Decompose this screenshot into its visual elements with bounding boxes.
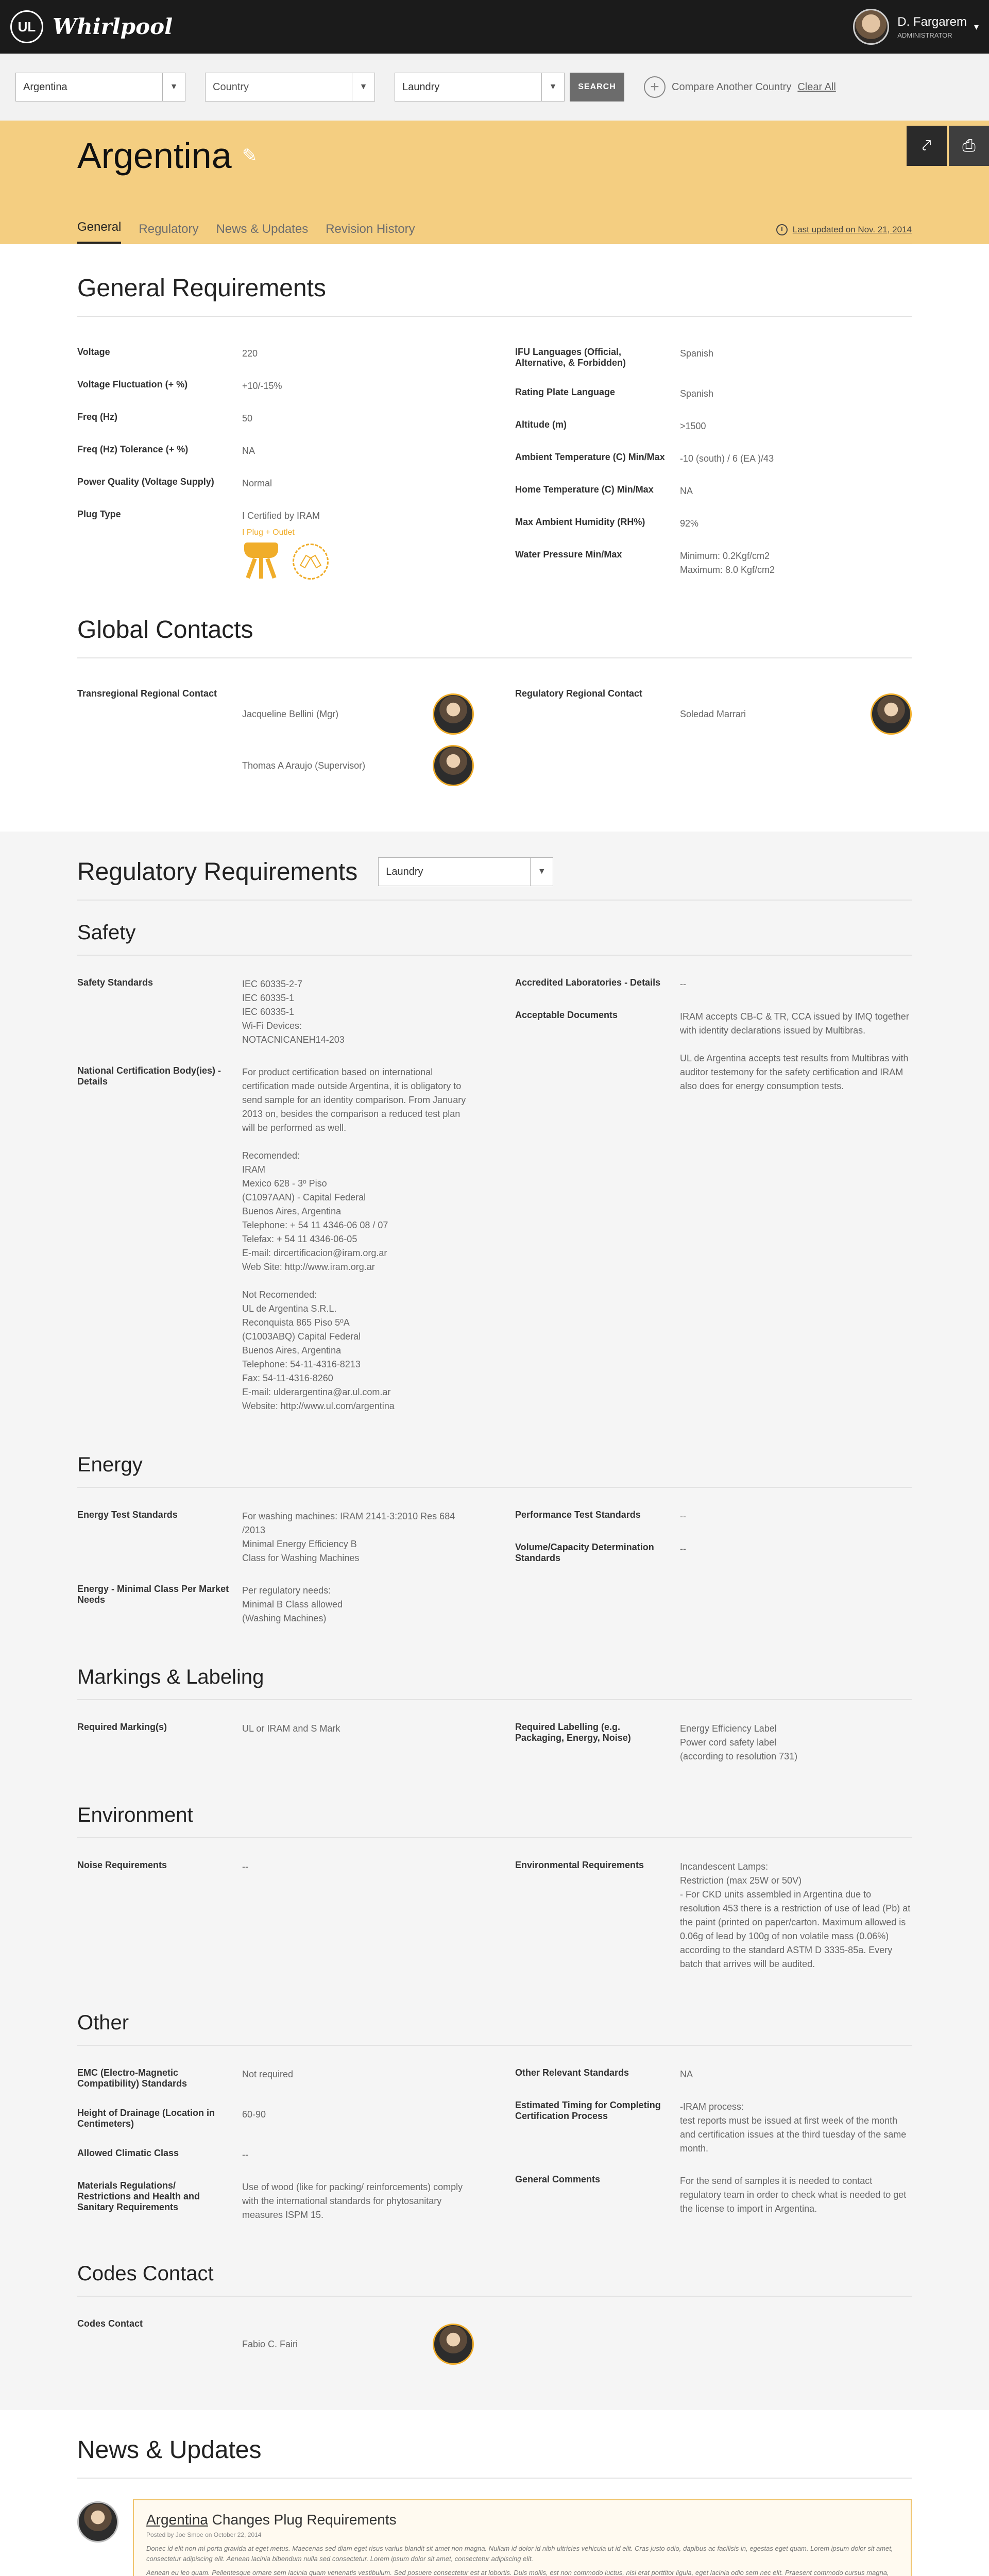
kv-row [77, 1851, 474, 1883]
country-select[interactable] [15, 73, 185, 101]
kv-label: Plug Type [77, 509, 121, 519]
kv-label: Safety Standards [77, 977, 154, 988]
kv-row [77, 1574, 474, 1635]
kv-value: IRAM accepts CB-C & TR, CCA issued by IMQ together with identity declarations issued by Multibras. UL de Argentina accepts test results from Multibras with auditor testemony for the safety certification and IRAM also does for energy consumption tests. [680, 1011, 909, 1091]
kv-label: Required Marking(s) [77, 1722, 167, 1732]
kv-row [77, 467, 474, 500]
section-title: Global Contacts [77, 616, 253, 643]
chevron-down-icon[interactable]: ▼ [352, 73, 374, 101]
news-text: Donec id elit non mi porta gravida at eget metus. Maecenas sed diam eget risus varius blandit sit amet non magna. Nullam id dolor id nibh ultricies vehicula ut id elit. Cras justo odio, dapibus ac facilisis in, egestas eget quam. Lorem ipsum dolor sit amet, consectetur adipiscing elit. Aenean lacinia bibendum nulla sed consectetur. Lorem ipsum dolor sit amet, consectetur adipiscing elit. [146, 2545, 893, 2563]
kv-row [77, 1500, 474, 1574]
divider [77, 2045, 912, 2046]
kv-value: -IRAM process: test reports must be issued at first week of the month and certification issues at the third tuesday of the same month. [680, 2102, 907, 2154]
kv-label: Environmental Requirements [515, 1860, 644, 1870]
last-updated[interactable] [776, 224, 912, 244]
compare-another-country[interactable] [644, 76, 836, 98]
outlet-icon [293, 544, 329, 580]
kv-value: IEC 60335-2-7 IEC 60335-1 IEC 60335-1 Wi-Fi Devices: NOTACNICANEH14-203 [242, 979, 345, 1045]
kv-row [515, 2058, 912, 2091]
section-title: Regulatory Requirements [77, 858, 358, 886]
contact-name[interactable]: Thomas A Araujo (Supervisor) [242, 760, 366, 771]
country-compare-select[interactable] [205, 73, 375, 101]
tab-revision-history[interactable]: Revision History [326, 222, 415, 236]
kv-label: Freq (Hz) [77, 412, 117, 422]
kv-label: Energy Test Standards [77, 1510, 178, 1520]
news-item[interactable] [77, 2499, 912, 2576]
kv-value: -- [680, 1511, 686, 1521]
kv-value: Energy Efficiency Label Power cord safety label (according to resolution 731) [680, 1723, 798, 1761]
news-updates [0, 2410, 989, 2576]
divider [77, 1487, 912, 1488]
kv-label: Acceptable Documents [515, 1010, 618, 1020]
kv-label: Accredited Laboratories - Details [515, 977, 661, 988]
section-title: News & Updates [77, 2436, 262, 2464]
kv-label: Transregional Regional Contact [77, 688, 217, 699]
kv-value: Minimum: 0.2Kgf/cm2 Maximum: 8.0 Kgf/cm2 [680, 551, 775, 575]
contact-person[interactable] [242, 2318, 474, 2370]
kv-row [515, 1001, 912, 1103]
kv-label: Home Temperature (C) Min/Max [515, 484, 654, 495]
search-button[interactable]: SEARCH [570, 73, 624, 101]
kv-row [515, 337, 912, 378]
kv-label: Water Pressure Min/Max [515, 549, 622, 560]
kv-label: Regulatory Regional Contact [515, 688, 643, 699]
kv-value: UL or IRAM and S Mark [242, 1723, 340, 1734]
kv-row [77, 2139, 474, 2171]
kv-value: For washing machines: IRAM 2141-3:2010 Res 684 /2013 Minimal Energy Efficiency B Class for Washing Machines [242, 1511, 455, 1563]
plug-shape-label: I Plug + Outlet [242, 528, 295, 537]
divider [77, 657, 912, 658]
general-left-column [77, 337, 474, 590]
kv-value: Per regulatory needs: Minimal B Class allowed (Washing Machines) [242, 1585, 343, 1623]
chevron-down-icon[interactable]: ▼ [162, 73, 185, 101]
user-role: ADMINISTRATOR [897, 31, 952, 39]
kv-label: Performance Test Standards [515, 1510, 641, 1520]
regional-contact [515, 679, 912, 801]
kv-label: Voltage [77, 347, 110, 357]
kv-label: Height of Drainage (Location in Centimeters) [77, 2108, 215, 2129]
product-select-value: Laundry [386, 866, 423, 877]
country-compare-placeholder: Country [213, 81, 249, 93]
kv-value: For the send of samples it is needed to contact regulatory team in order to check what is needed to get the license to import in Argentina. [680, 2176, 907, 2214]
kv-row [77, 2098, 474, 2139]
kv-value: Spanish [680, 348, 714, 359]
edit-icon[interactable]: ✎ [242, 145, 258, 166]
kv-row [77, 370, 474, 402]
kv-value: NA [680, 2069, 693, 2079]
contact-name[interactable]: Jacqueline Bellini (Mgr) [242, 708, 339, 719]
tab-news-updates[interactable]: News & Updates [216, 222, 309, 236]
kv-label: Estimated Timing for Completing Certification Process [515, 2100, 661, 2121]
section-title: General Requirements [77, 275, 326, 302]
search-bar [0, 54, 989, 121]
news-country-link[interactable]: Argentina [146, 2512, 208, 2528]
compare-label[interactable]: Compare Another Country [672, 81, 792, 93]
divider [77, 2296, 912, 2297]
kv-value: 60-90 [242, 2109, 266, 2120]
news-meta: Posted by Joe Smoe on October 22, 2014 [146, 2531, 262, 2538]
kv-label: Rating Plate Language [515, 387, 616, 397]
product-select-value: Laundry [402, 81, 440, 93]
contact-person[interactable] [242, 740, 474, 791]
kv-value: 50 [242, 413, 253, 423]
kv-label: National Certification Body(ies) - Details [77, 1065, 221, 1087]
plug-type-row [77, 500, 474, 590]
brand-logo[interactable] [53, 16, 173, 38]
brand-name: Whirlpool [53, 14, 173, 39]
kv-row [515, 443, 912, 475]
kv-row [77, 435, 474, 467]
kv-value: NA [242, 446, 255, 456]
plug-illustration[interactable] [242, 528, 474, 581]
kv-label: Altitude (m) [515, 419, 567, 430]
kv-row [77, 1056, 474, 1422]
kv-value: +10/-15% [242, 381, 282, 391]
regulatory-product-select[interactable] [378, 857, 553, 886]
kv-label: Noise Requirements [77, 1860, 167, 1870]
kv-row [77, 968, 474, 1056]
user-avatar [853, 9, 889, 45]
kv-value: -- [680, 979, 686, 989]
kv-row [515, 410, 912, 443]
kv-label: Allowed Climatic Class [77, 2148, 179, 2158]
regulatory-band [0, 832, 989, 2410]
ul-logo[interactable]: UL [10, 10, 43, 43]
chevron-down-icon[interactable]: ▾ [974, 21, 979, 32]
kv-row [515, 507, 912, 540]
kv-row [515, 968, 912, 1001]
kv-value: Spanish [680, 388, 714, 399]
regulatory-requirements [0, 857, 989, 2410]
kv-label: Voltage Fluctuation (+ %) [77, 379, 188, 389]
subsection-title-markings: Markings & Labeling [77, 1666, 264, 1688]
kv-value: -10 (south) / 6 (EA )/43 [680, 453, 774, 464]
kv-row [77, 2058, 474, 2098]
kv-value: Use of wood (like for packing/ reinforcements) comply with the international standards for phytosanitary measures ISPM 15. [242, 2182, 463, 2220]
country-title: Argentina [77, 135, 232, 176]
clear-all-link[interactable]: Clear All [797, 81, 836, 93]
general-requirements [0, 244, 989, 590]
print-icon[interactable]: ⎙ [949, 126, 989, 166]
news-title[interactable]: Argentina Changes Plug Requirements [146, 2512, 397, 2528]
kv-row [515, 2165, 912, 2225]
kv-label: Freq (Hz) Tolerance (+ %) [77, 444, 189, 454]
kv-row [77, 337, 474, 370]
kv-value: Not required [242, 2069, 294, 2079]
kv-row [515, 2091, 912, 2165]
kv-row [515, 1851, 912, 1980]
chevron-down-icon[interactable]: ▼ [541, 73, 564, 101]
kv-label: IFU Languages (Official, Alternative, & Forbidden) [515, 347, 626, 368]
tab-general[interactable]: General [77, 220, 121, 244]
chevron-down-icon[interactable]: ▼ [530, 858, 553, 886]
subsection-title-environment: Environment [77, 1804, 193, 1826]
contact-name[interactable]: Soledad Marrari [680, 708, 746, 719]
product-select[interactable] [395, 73, 565, 101]
kv-label: Volume/Capacity Determination Standards [515, 1542, 654, 1563]
subsection-title-other: Other [77, 2011, 129, 2034]
kv-row [77, 1713, 474, 1745]
plus-icon[interactable]: + [644, 76, 666, 98]
kv-row [515, 1533, 912, 1573]
kv-row [515, 1713, 912, 1773]
divider [77, 2478, 912, 2479]
subsection-title-safety: Safety [77, 921, 136, 944]
kv-value: 220 [242, 348, 258, 359]
avatar[interactable] [433, 2324, 474, 2365]
kv-value: 92% [680, 518, 699, 529]
kv-value: -- [242, 2149, 248, 2160]
last-updated-link[interactable]: Last updated on Nov. 21, 2014 [792, 225, 912, 234]
divider [77, 955, 912, 956]
kv-value: -- [242, 1861, 248, 1872]
kv-value: NA [680, 486, 693, 496]
global-contacts [0, 590, 989, 832]
kv-label: EMC (Electro-Magnetic Compatibility) Standards [77, 2067, 187, 2089]
kv-value: -- [680, 1544, 686, 1554]
kv-value: For product certification based on international certification made outside Argentina, it is obligatory to send sample for an identity comparison. From January 2013 on, besides the comparison a reduced test plan will be performed as well. Recomended: IRAM Mexico 628 - 3º Piso (C1097AAN) - Capital Federal Buenos Aires, Argentina Telephone: + 54 11 4346-06 08 / 07 Telefax: + 54 11 4346-06-05 E-mail: dircertificacion@iram.org.ar Web Site: http://www.iram.org.ar Not Recomended: UL de Argentina S.R.L. Reconquista 865 Piso 5ºA (C1003ABQ) Capital Federal Buenos Aires, Argentina Telephone: 54-11-4316-8213 Fax: 54-11-4316-8260 E-mail: ulderargentina@ar.ul.com.ar Website: http://www.ul.com/argentina [242, 1067, 466, 1411]
subsection-title-codes: Codes Contact [77, 2262, 214, 2285]
kv-label: Codes Contact [77, 2318, 143, 2329]
avatar[interactable] [871, 693, 912, 735]
news-text: Aenean eu leo quam. Pellentesque ornare sem lacinia quam venenatis vestibulum. Sed posuere consectetur est at lobortis. Duis mollis, est non commodo luctus, nisi erat porttitor ligula, eget lacinia odio sem nec elit. Praesent commodo cursus magna, [146, 2569, 889, 2576]
contact-person[interactable] [242, 688, 474, 740]
avatar[interactable] [433, 745, 474, 786]
kv-label: Energy - Minimal Class Per Market Needs [77, 1584, 229, 1605]
clock-icon [776, 224, 788, 235]
kv-value: I Certified by IRAM [242, 511, 320, 521]
kv-label: Power Quality (Voltage Supply) [77, 477, 214, 487]
kv-label: Required Labelling (e.g. Packaging, Energy, Noise) [515, 1722, 631, 1743]
kv-value: Normal [242, 478, 272, 488]
avatar[interactable] [433, 693, 474, 735]
contact-name[interactable]: Fabio C. Fairi [242, 2338, 298, 2349]
avatar [77, 2501, 118, 2543]
kv-row [515, 475, 912, 507]
subsection-title-energy: Energy [77, 1453, 143, 1476]
plug-icon [242, 543, 280, 581]
user-name: D. Fargarem [897, 14, 967, 29]
page-tabs [77, 204, 912, 244]
contact-person[interactable] [680, 688, 912, 740]
page-tools [907, 126, 989, 166]
codes-contact [77, 2309, 474, 2379]
kv-label: Materials Regulations/ Restrictions and Health and Sanitary Requirements [77, 2180, 200, 2212]
transregional-contact [77, 679, 474, 801]
kv-label: Other Relevant Standards [515, 2067, 629, 2078]
share-icon[interactable]: ⤤ [907, 126, 947, 166]
page-title [77, 121, 912, 176]
kv-row [515, 540, 912, 586]
kv-value: Incandescent Lamps: Restriction (max 25W or 50V) - For CKD units assembled in Argentina due to resolution 453 there is a restriction of use of lead (Pb) at the paint (printed on paper/carton. Maximum allowed is 0.06g of lead by 100g of non volatile mass (0.06%) according to the standard ASTM D 3335-85a. Every batch that arrives will be audited. [680, 1861, 911, 1969]
kv-row [77, 2171, 474, 2231]
tab-regulatory[interactable]: Regulatory [139, 222, 199, 236]
divider [77, 900, 912, 901]
country-select-value: Argentina [23, 81, 67, 93]
general-right-column [515, 337, 912, 590]
kv-value: >1500 [680, 421, 706, 431]
kv-label: General Comments [515, 2174, 601, 2184]
divider [77, 316, 912, 317]
kv-row [515, 1500, 912, 1533]
kv-row [515, 378, 912, 410]
top-bar [0, 0, 989, 54]
kv-label: Max Ambient Humidity (RH%) [515, 517, 645, 527]
country-hero [0, 121, 989, 244]
user-menu[interactable] [853, 9, 979, 45]
divider [77, 1837, 912, 1838]
kv-label: Ambient Temperature (C) Min/Max [515, 452, 665, 462]
kv-row [77, 402, 474, 435]
divider [77, 1699, 912, 1700]
